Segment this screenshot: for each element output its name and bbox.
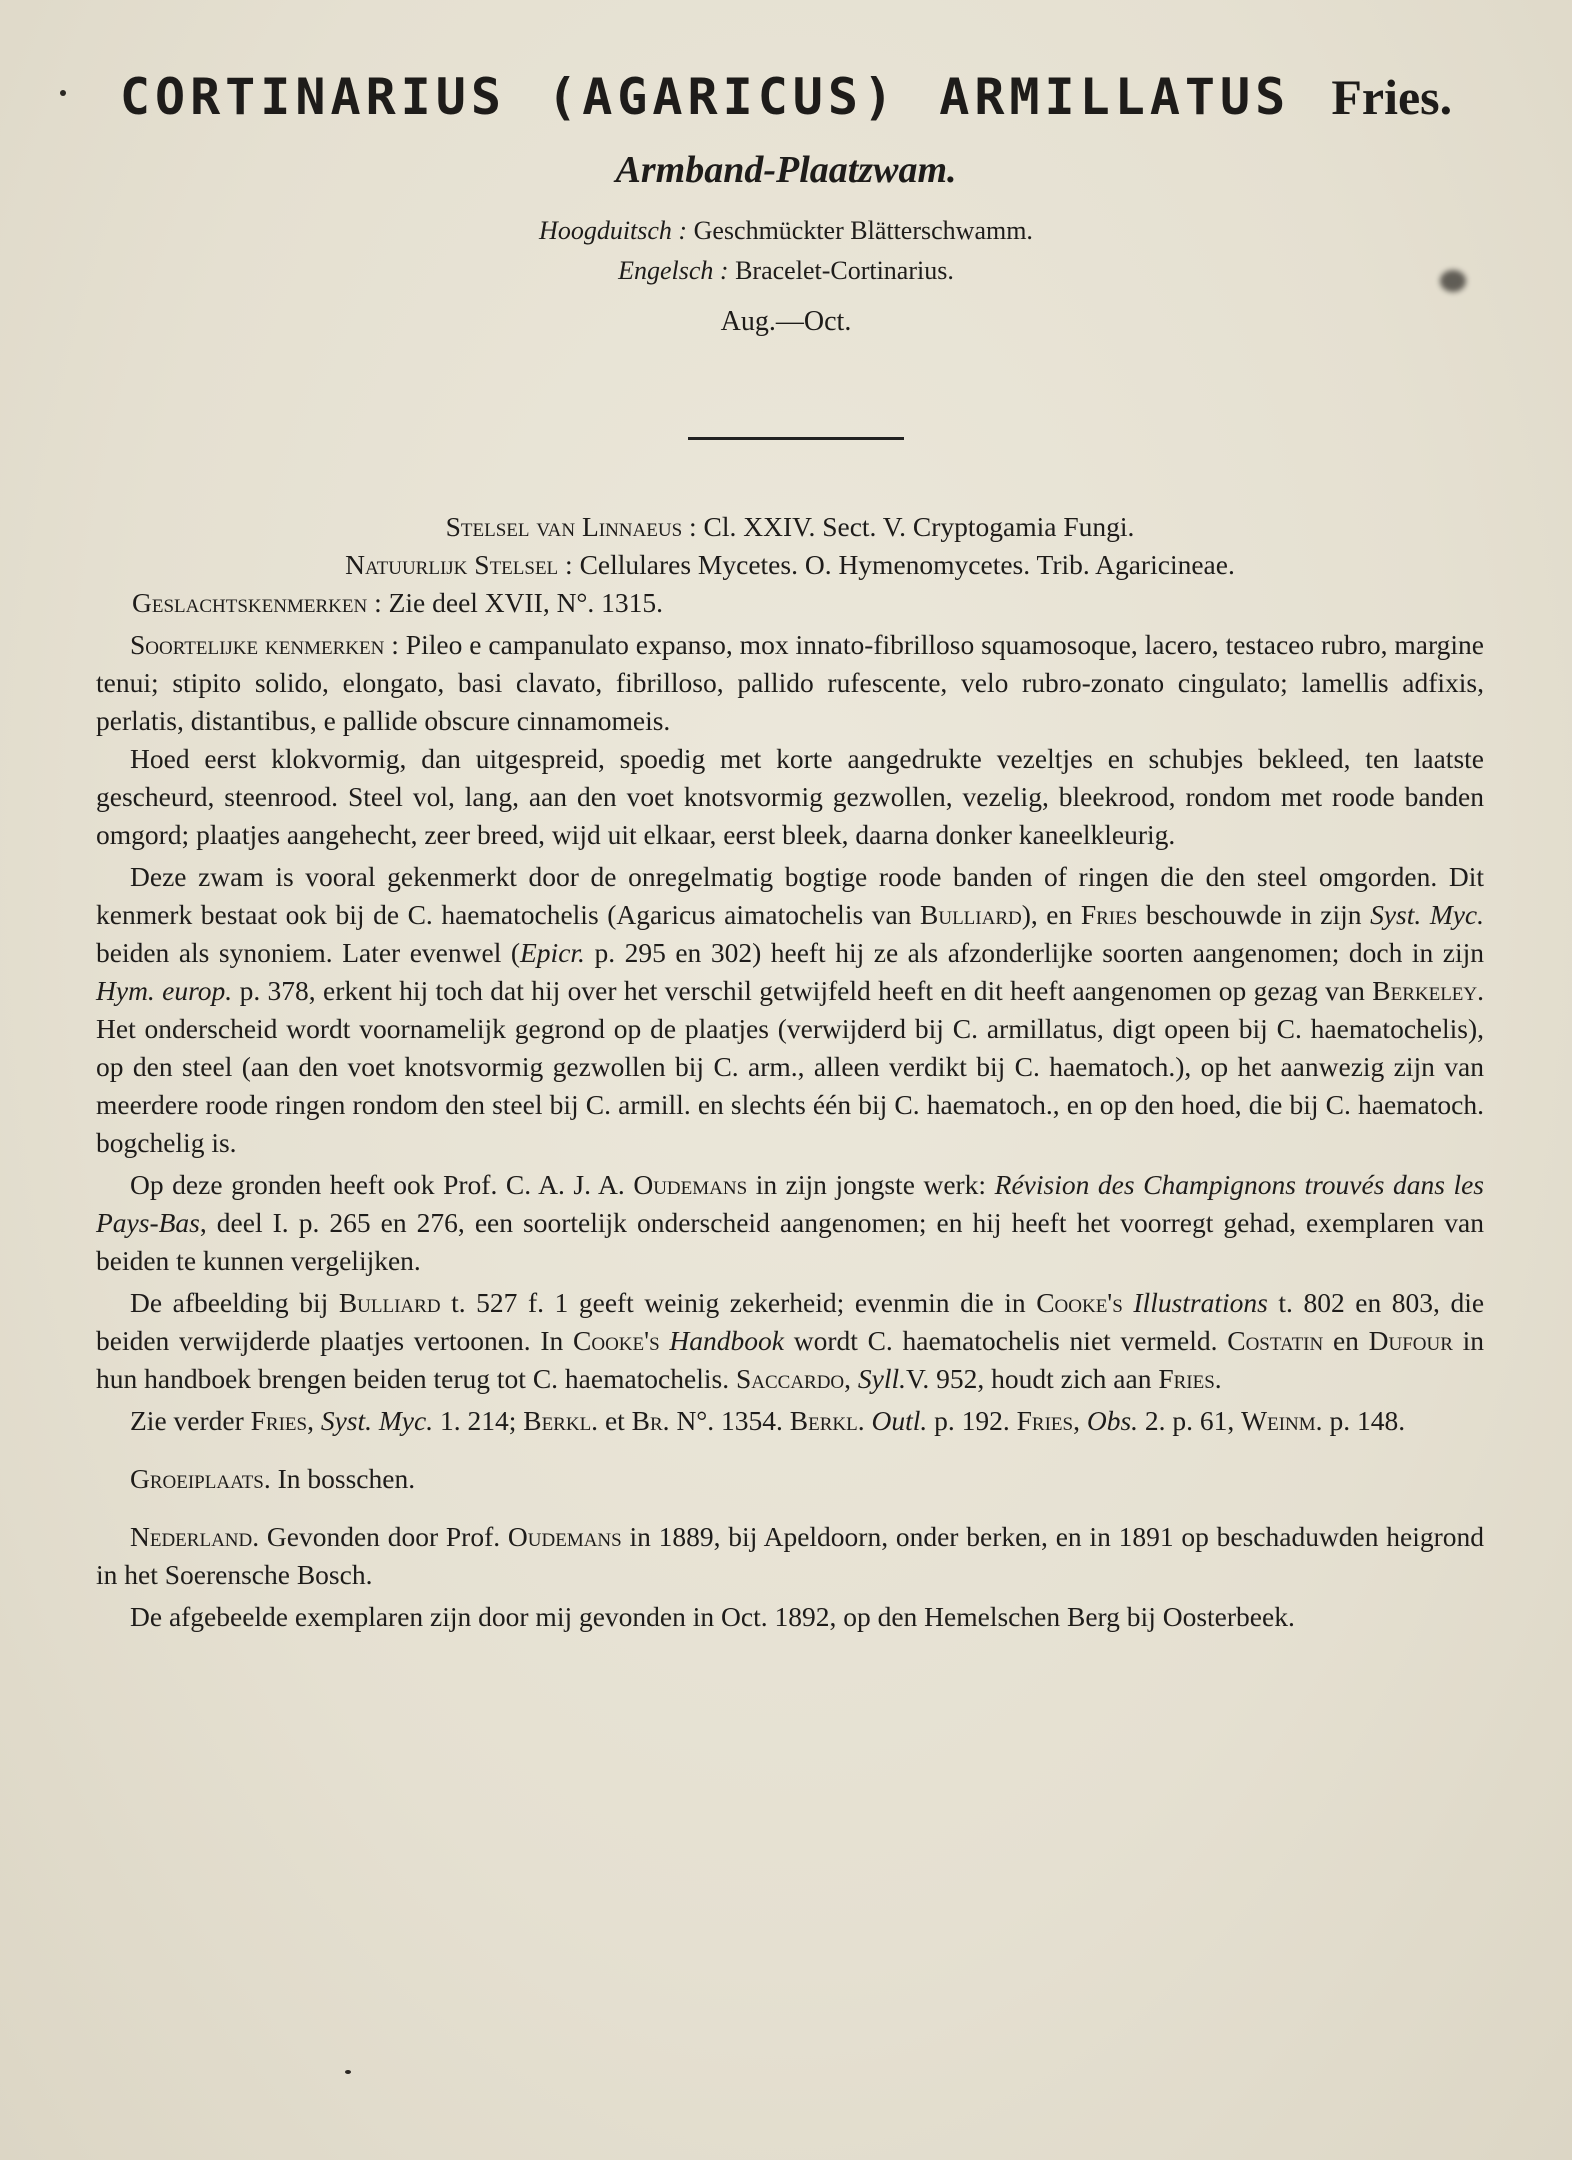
author-ref: Oudemans	[633, 1169, 748, 1200]
work-ref: Epicr.	[520, 937, 585, 968]
divider-rule	[688, 437, 904, 440]
author-ref: Costatin	[1227, 1325, 1324, 1356]
author-ref: Berkeley	[1372, 975, 1478, 1006]
work-ref: Hym. europ.	[96, 975, 233, 1006]
text-run: N°. 1354.	[676, 1405, 783, 1436]
author-ref: Weinm.	[1241, 1405, 1323, 1436]
author-ref: Fries	[1158, 1363, 1215, 1394]
work-ref: Obs.	[1086, 1405, 1139, 1436]
author-ref: Oudemans	[507, 1521, 622, 1552]
genus-label: Geslachtskenmerken :	[132, 587, 382, 618]
german-synonym	[0, 216, 1572, 246]
linnaeus-line	[96, 508, 1484, 546]
habitat-line	[96, 1460, 1484, 1498]
linnaeus-label: Stelsel van Linnaeus :	[445, 511, 697, 542]
season: Aug.—Oct.	[720, 306, 852, 337]
text-run: 2. p. 61,	[1144, 1405, 1235, 1436]
text-run: in hun handboek brengen beiden terug tot C. haematochelis.	[96, 1325, 1485, 1394]
species-label: Soortelijke kenmerken :	[130, 629, 399, 660]
author-ref: Berkl.	[523, 1405, 599, 1436]
author-ref: Fries	[250, 1405, 308, 1436]
work-ref: Outl.	[871, 1405, 928, 1436]
species-latin-text: Pileo e campanulato expanso, mox innato-fibrilloso squamosoque, lacero, testaceo rubro, margine tenui; stipito solido, elongato, basi clavato, fibrilloso, pallido rufescente, velo rubro-zonato cingulato; lamellis adfixis, perlatis, distantibus, e pallide obscure cinnamomeis.	[96, 629, 1484, 736]
species-dutch: Hoed eerst klokvormig, dan uitgespreid, spoedig met korte aangedrukte vezeltjes en schubjes bekleed, ten laatste gescheurd, steenrood. Steel vol, lang, aan den voet knotsvormig gezwollen, vezelig, bleekrood, rondom met roode banden omgord; plaatjes aangehecht, zeer breed, wijd uit elkaar, eerst bleek, daarna donker kaneelkleurig.	[96, 743, 1484, 850]
natural-system-line	[96, 546, 1484, 584]
text-run: beiden als synoniem. Later evenwel (	[96, 937, 520, 968]
text-run: .	[1214, 1363, 1222, 1394]
discussion-paragraph-3	[96, 1284, 1484, 1398]
text-run: t. 802 en 803, die beiden verwijderde plaatjes vertoonen. In	[96, 1287, 1485, 1356]
text-run: ,	[844, 1363, 852, 1394]
text-run: in 1889, bij Apeldoorn, onder berken, en in 1891 op beschaduwden heigrond in het Soerensche Bosch.	[96, 1521, 1485, 1590]
natural-label: Natuurlijk Stelsel :	[345, 549, 573, 580]
work-ref: Syst. Myc.	[320, 1405, 434, 1436]
text-run: p. 295 en 302) heeft hij ze als afzonderlijke soorten aangenomen; doch in zijn	[594, 937, 1484, 968]
author-ref: Br.	[631, 1405, 670, 1436]
english-synonym	[0, 256, 1572, 286]
habitat-text: In bosschen.	[277, 1463, 416, 1494]
nederland-paragraph	[96, 1518, 1484, 1594]
habitat-label: Groeiplaats.	[130, 1463, 271, 1494]
nederland-label: Nederland.	[130, 1521, 260, 1552]
text-run: . Het onderscheid wordt voornamelijk gegrond op de plaatjes (verwijderd bij C. armillatus, digt opeen bij C. haematochelis), op den steel (aan den voet knotsvormig gezwollen bij C. arm., alleen verdikt bij C. haematoch.), op het aanwezig zijn van meerdere roode ringen rondom den steel bij C. armill. en slechts één bij C. haematoch., en op den hoed, die bij C. haematoch. bogchelig is.	[96, 975, 1485, 1158]
author-ref: Cooke's	[1036, 1287, 1123, 1318]
species-latin	[96, 626, 1484, 740]
text-run: De afbeelding bij	[130, 1287, 329, 1318]
author-ref: Berkl.	[789, 1405, 865, 1436]
species-name: CORTINARIUS (AGARICUS) ARMILLATUS	[119, 68, 1291, 126]
text-run: Gevonden door Prof.	[266, 1521, 501, 1552]
text-run: wordt C. haematochelis niet vermeld.	[793, 1325, 1218, 1356]
work-ref: Handbook	[669, 1325, 784, 1356]
natural-text: Cellulares Mycetes. O. Hymenomycetes. Trib. Agaricineae.	[579, 549, 1235, 580]
page-title	[0, 68, 1572, 126]
text-run: Zie verder	[130, 1405, 244, 1436]
work-ref: Illustrations	[1133, 1287, 1268, 1318]
work-ref: Syll.	[857, 1363, 907, 1394]
ink-speck	[345, 2070, 351, 2074]
author-ref: Cooke's	[573, 1325, 660, 1356]
author-ref: Saccardo	[735, 1363, 845, 1394]
text-run: , deel I. p. 265 en 276, een soortelijk onderscheid aangenomen; en hij heeft het voorregt gehad, exemplaren van beiden te kunnen vergelijken.	[96, 1207, 1484, 1276]
text-run: en	[1332, 1325, 1359, 1356]
author-ref: Fries	[1016, 1405, 1074, 1436]
author-name: Fries.	[1331, 69, 1453, 125]
text-run: Op deze gronden heeft ook Prof. C. A. J. A.	[130, 1169, 625, 1200]
text-run: in zijn jongste werk:	[755, 1169, 987, 1200]
text-run: ,	[1073, 1405, 1080, 1436]
text-run: p. 378, erkent hij toch dat hij over het verschil getwijfeld heeft en dit heeft aangenomen op gezag van	[239, 975, 1365, 1006]
author-ref: Fries	[1080, 899, 1138, 930]
linnaeus-text: Cl. XXIV. Sect. V. Cryptogamia Fungi.	[703, 511, 1135, 542]
text-run: p. 192.	[934, 1405, 1010, 1436]
genus-line	[96, 584, 1484, 622]
text-run: 1. 214;	[439, 1405, 517, 1436]
text-run: V. 952, houdt zich aan	[906, 1363, 1152, 1394]
author-ref: Bulliard	[338, 1287, 441, 1318]
discussion-paragraph-2	[96, 1166, 1484, 1280]
german-label: Hoogduitsch :	[539, 216, 688, 245]
text-run: et	[604, 1405, 625, 1436]
english-name: Bracelet-Cortinarius.	[735, 256, 954, 285]
english-label: Engelsch :	[618, 256, 729, 285]
references-paragraph	[96, 1402, 1484, 1440]
text-run: t. 527 f. 1 geeft weinig zekerheid; evenmin die in	[451, 1287, 1026, 1318]
work-ref: Syst. Myc.	[1370, 899, 1485, 930]
discussion-paragraph-1	[96, 858, 1484, 1162]
found-paragraph: De afgebeelde exemplaren zijn door mij gevonden in Oct. 1892, op den Hemelschen Berg bij Oosterbeek.	[130, 1601, 1295, 1632]
author-ref: Bulliard	[920, 899, 1022, 930]
genus-text: Zie deel XVII, N°. 1315.	[388, 587, 664, 618]
work-ref: Révision des Champignons trouvés dans les Pays-Bas	[96, 1169, 1485, 1238]
dutch-common-name: Armband-Plaatzwam.	[615, 149, 957, 191]
author-ref: Dufour	[1368, 1325, 1453, 1356]
text-run: ), en	[1021, 899, 1073, 930]
german-name: Geschmückter Blätterschwamm.	[693, 216, 1033, 245]
body-text	[96, 508, 1484, 1636]
text-run: ,	[307, 1405, 314, 1436]
text-run: beschouwde in zijn	[1145, 899, 1362, 930]
text-run: Deze zwam is vooral gekenmerkt door de onregelmatig bogtige roode banden of ringen die den steel omgorden. Dit kenmerk bestaat ook bij de C. haematochelis (Agaricus aimatochelis van	[96, 861, 1484, 930]
text-run: p. 148.	[1329, 1405, 1406, 1436]
